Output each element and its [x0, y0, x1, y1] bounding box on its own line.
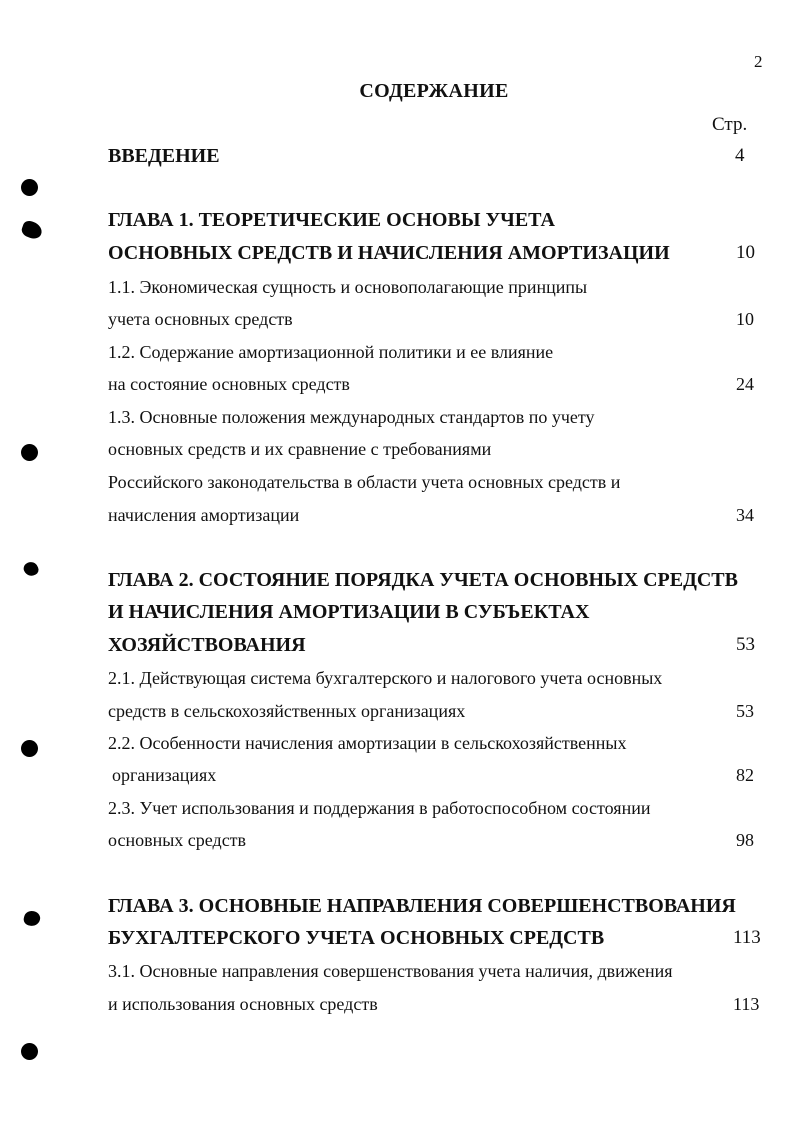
toc-page-ch1: 10 [736, 242, 755, 263]
page-number: 2 [754, 52, 763, 71]
punch-hole [21, 1043, 38, 1060]
toc-page-3-1: 113 [733, 994, 760, 1014]
toc-page-1-2: 24 [736, 374, 754, 394]
ink-blot [22, 560, 41, 579]
toc-section-1-3-line4: начисления амортизации [108, 505, 300, 525]
toc-section-2-3-line2: основных средств [108, 830, 247, 850]
toc-page-2-3: 98 [736, 830, 754, 850]
punch-hole [21, 444, 38, 461]
toc-chapter-1-line2: ОСНОВНЫХ СРЕДСТВ И НАЧИСЛЕНИЯ АМОРТИЗАЦИИ [108, 242, 670, 264]
toc-page-2-2: 82 [736, 765, 754, 785]
toc-chapter-2-line3: ХОЗЯЙСТВОВАНИЯ [108, 634, 306, 656]
toc-section-2-1-line2: средств в сельскохозяйственных организациях [108, 701, 466, 721]
ink-blot [22, 909, 41, 928]
toc-section-1-3-line3: Российского законодательства в области учета основных средств и [108, 472, 621, 492]
toc-page-2-1: 53 [736, 701, 754, 721]
toc-section-1-3-line2: основных средств и их сравнение с требованиями [108, 439, 492, 459]
toc-section-1-1-line1: 1.1. Экономическая сущность и основополагающие принципы [108, 277, 588, 297]
toc-section-3-1-line1: 3.1. Основные направления совершенствования учета наличия, движения [108, 961, 673, 981]
ink-blot [20, 219, 44, 241]
toc-page-ch3: 113 [733, 927, 761, 948]
toc-page-intro: 4 [735, 145, 745, 166]
page-column-label: Стр. [712, 114, 748, 135]
page-title: СОДЕРЖАНИЕ [359, 80, 509, 102]
toc-chapter-3-line1: ГЛАВА 3. ОСНОВНЫЕ НАПРАВЛЕНИЯ СОВЕРШЕНСТВОВАНИЯ [108, 895, 736, 917]
toc-chapter-2-line1: ГЛАВА 2. СОСТОЯНИЕ ПОРЯДКА УЧЕТА ОСНОВНЫХ СРЕДСТВ [108, 569, 738, 591]
punch-hole [21, 740, 38, 757]
toc-section-1-1-line2: учета основных средств [108, 309, 293, 329]
toc-page-ch2: 53 [736, 634, 755, 655]
toc-chapter-2-line2: И НАЧИСЛЕНИЯ АМОРТИЗАЦИИ В СУБЪЕКТАХ [108, 601, 590, 623]
punch-hole [21, 179, 38, 196]
toc-chapter-3-line2: БУХГАЛТЕРСКОГО УЧЕТА ОСНОВНЫХ СРЕДСТВ [108, 927, 605, 949]
toc-page-1-3: 34 [736, 505, 754, 525]
toc-section-2-2-line2: организациях [112, 765, 217, 785]
toc-section-2-3-line1: 2.3. Учет использования и поддержания в работоспособном состоянии [108, 798, 651, 818]
toc-section-1-2-line2: на состояние основных средств [108, 374, 350, 394]
toc-entry-intro: ВВЕДЕНИЕ [108, 145, 220, 167]
toc-section-1-2-line1: 1.2. Содержание амортизационной политики и ее влияние [108, 342, 554, 362]
toc-section-1-3-line1: 1.3. Основные положения международных стандартов по учету [108, 407, 595, 427]
toc-section-2-2-line1: 2.2. Особенности начисления амортизации в сельскохозяйственных [108, 733, 627, 753]
toc-section-3-1-line2: и использования основных средств [108, 994, 378, 1014]
toc-section-2-1-line1: 2.1. Действующая система бухгалтерского и налогового учета основных [108, 668, 663, 688]
toc-chapter-1-line1: ГЛАВА 1. ТЕОРЕТИЧЕСКИЕ ОСНОВЫ УЧЕТА [108, 209, 555, 231]
toc-page-1-1: 10 [736, 309, 754, 329]
